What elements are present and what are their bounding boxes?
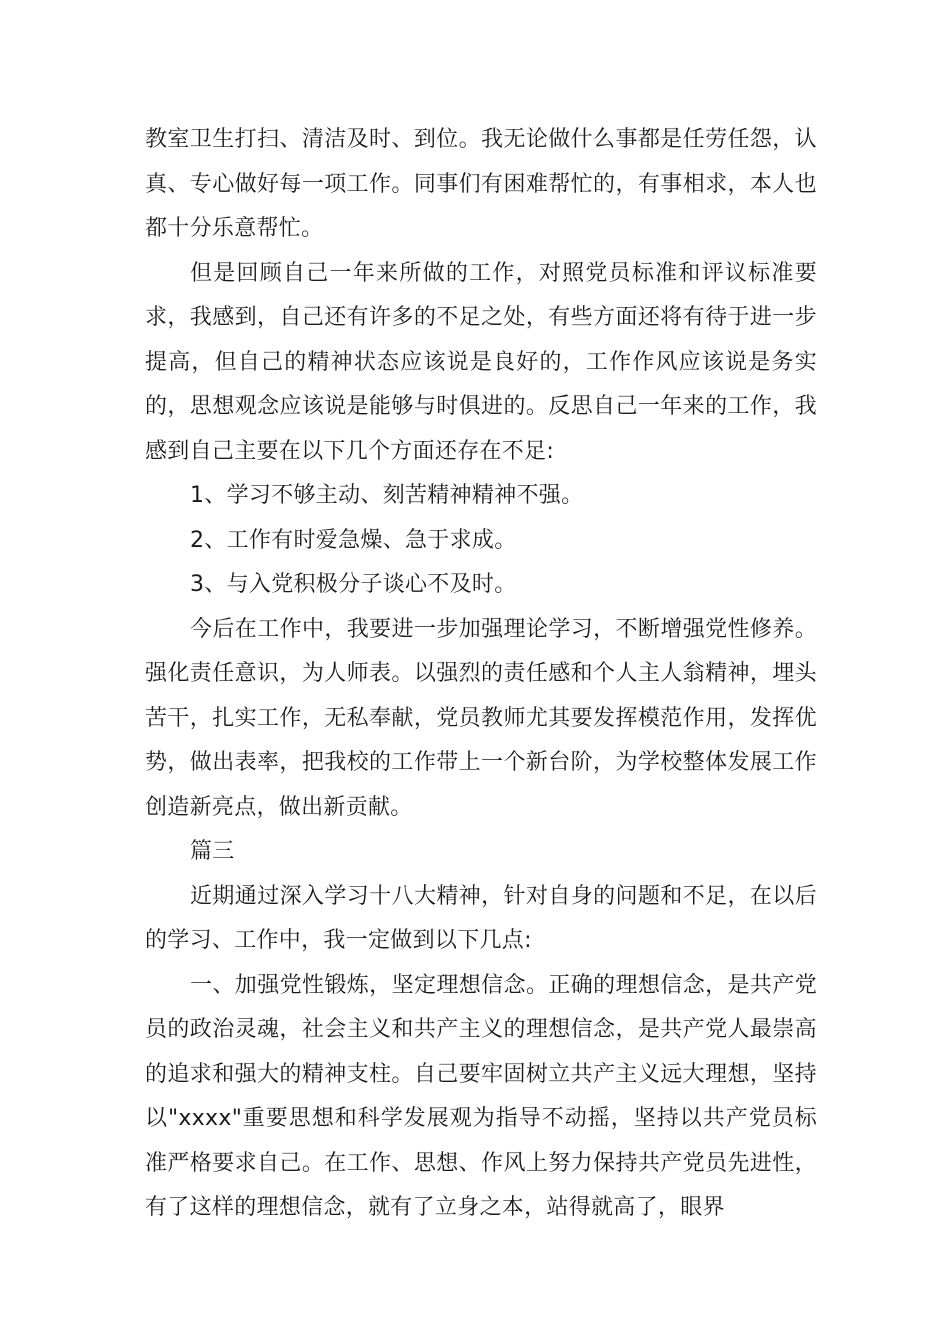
section-heading: 篇三: [190, 839, 235, 864]
paragraph-4: 近期通过深入学习十八大精神，针对自身的问题和不足，在以后的学习、工作中，我一定做到以下几点:: [145, 883, 817, 953]
list-item-2: 2、工作有时爱急燥、急于求成。: [190, 527, 517, 553]
paragraph-5: 一、加强党性锻炼，坚定理想信念。正确的理想信念，是共产党员的政治灵魂，社会主义和共产主义的理想信念，是共产党人最崇高的追求和强大的精神支柱。自己要牢固树立共产主义远大理想，坚持以"xxxx"重要思想和科学发展观为指导不动摇，坚持以共产党员标准严格要求自己。在工作、思想、作风上努力保持共产党员先进性，有了这样的理想信念，就有了立身之本，站得就高了，眼界: [145, 972, 817, 1220]
paragraph-3: 今后在工作中，我要进一步加强理论学习，不断增强党性修养。强化责任意识，为人师表。以强烈的责任感和个人主人翁精神，埋头苦干，扎实工作，无私奉献，党员教师尤其要发挥模范作用，发挥优势，做出表率，把我校的工作带上一个新台阶，为学校整体发展工作创造新亮点，做出新贡献。: [145, 616, 817, 820]
document-body: [145, 118, 817, 1231]
list-item-3: 3、与入党积极分子谈心不及时。: [190, 572, 517, 597]
paragraph-2: 但是回顾自己一年来所做的工作，对照党员标准和评议标准要求，我感到，自己还有许多的不足之处，有些方面还将有待于进一步提高，但自己的精神状态应该说是良好的，工作作风应该说是务实的，思想观念应该说是能够与时俱进的。反思自己一年来的工作，我感到自己主要在以下几个方面还存在不足:: [145, 260, 817, 464]
paragraph-1: 教室卫生打扫、清洁及时、到位。我无论做什么事都是任劳任怨，认真、专心做好每一项工作。同事们有困难帮忙的，有事相求，本人也都十分乐意帮忙。: [145, 127, 817, 241]
list-item-1: 1、学习不够主动、刻苦精神精神不强。: [190, 483, 584, 508]
